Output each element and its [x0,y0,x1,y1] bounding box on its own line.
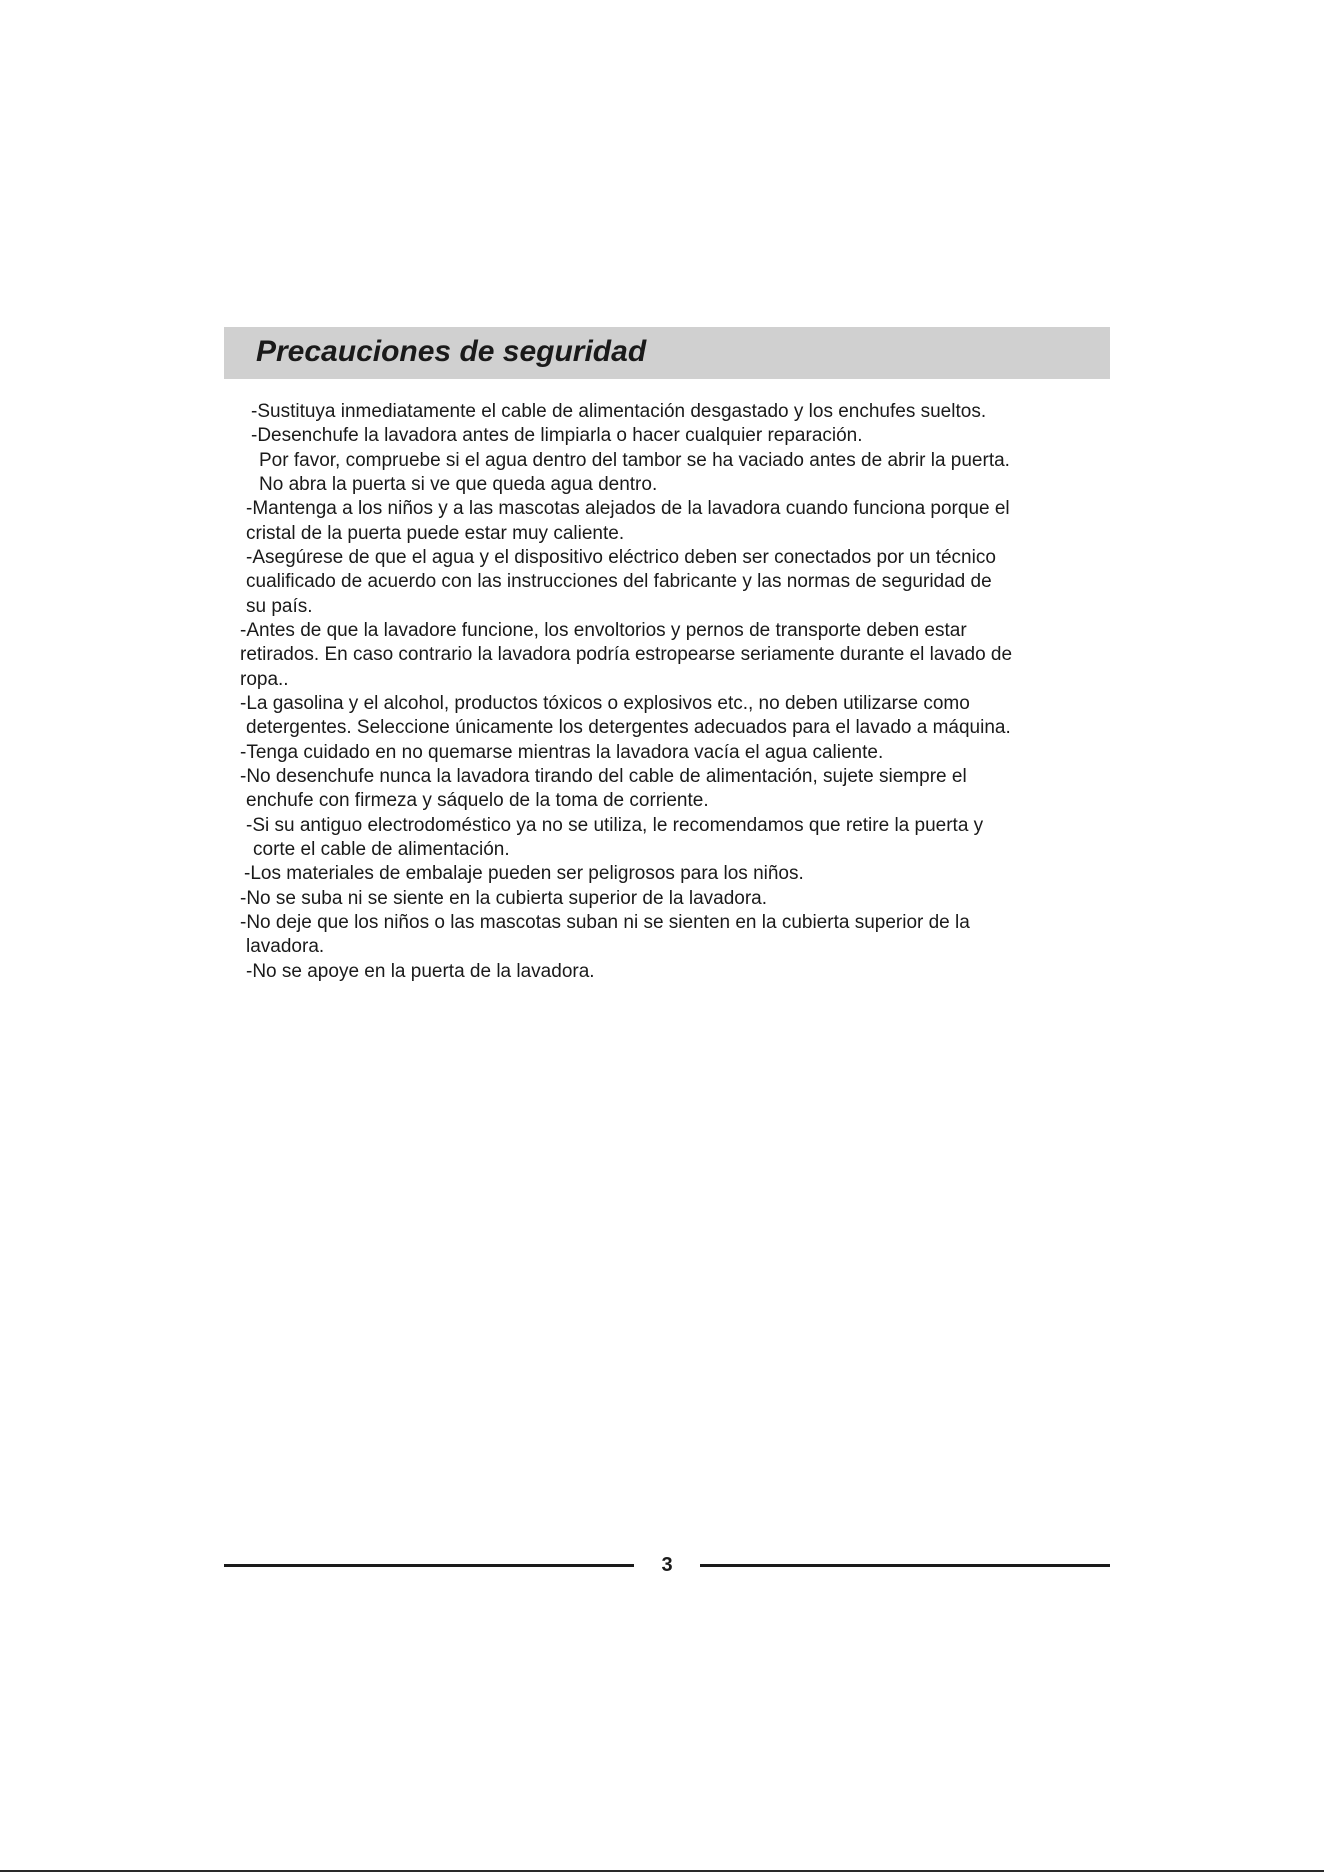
text-line: lavadora. [246,936,325,957]
text-line: -Mantenga a los niños y a las mascotas alejados de la lavadora cuando funciona porque el [246,498,1010,519]
footer-rule-right [700,1564,1110,1567]
text-line: -Antes de que la lavadore funcione, los envoltorios y pernos de transporte deben estar [240,620,967,641]
text-line: retirados. En caso contrario la lavadora podría estropearse seriamente durante el lavado de [240,644,1013,665]
text-line: cualificado de acuerdo con las instrucciones del fabricante y las normas de seguridad de [246,571,992,592]
text-line: -La gasolina y el alcohol, productos tóxicos o explosivos etc., no deben utilizarse como [240,693,970,714]
text-line: No abra la puerta si ve que queda agua dentro. [259,474,658,495]
text-line: ropa.. [240,669,289,690]
page-number: 3 [661,1554,673,1576]
text-line: -No desenchufe nunca la lavadora tirando del cable de alimentación, sujete siempre el [240,766,967,787]
section-title: Precauciones de seguridad [256,335,647,368]
text-line: su país. [246,596,313,617]
text-line: -Tenga cuidado en no quemarse mientras la lavadora vacía el agua caliente. [240,742,884,763]
text-line: -Sustituya inmediatamente el cable de alimentación desgastado y los enchufes sueltos. [251,401,987,422]
section-header [224,327,1110,379]
text-line: -Si su antiguo electrodoméstico ya no se utiliza, le recomendamos que retire la puerta y [246,815,984,836]
text-line: Por favor, compruebe si el agua dentro del tambor se ha vaciado antes de abrir la puerta. [259,450,1010,471]
text-line: corte el cable de alimentación. [253,839,510,860]
text-line: enchufe con firmeza y sáquelo de la toma de corriente. [246,790,709,811]
text-line: -Asegúrese de que el agua y el dispositivo eléctrico deben ser conectados por un técnico [246,547,996,568]
footer-rule-left [224,1564,634,1567]
text-line: -Desenchufe la lavadora antes de limpiarla o hacer cualquier reparación. [251,425,863,446]
text-line: -Los materiales de embalaje pueden ser peligrosos para los niños. [244,863,804,884]
text-line: -No deje que los niños o las mascotas suban ni se sienten en la cubierta superior de la [240,912,970,933]
text-line: -No se suba ni se siente en la cubierta superior de la lavadora. [240,888,768,909]
text-line: cristal de la puerta puede estar muy caliente. [246,523,625,544]
text-line: -No se apoye en la puerta de la lavadora. [246,961,595,982]
text-line: detergentes. Seleccione únicamente los detergentes adecuados para el lavado a máquina. [246,717,1011,738]
